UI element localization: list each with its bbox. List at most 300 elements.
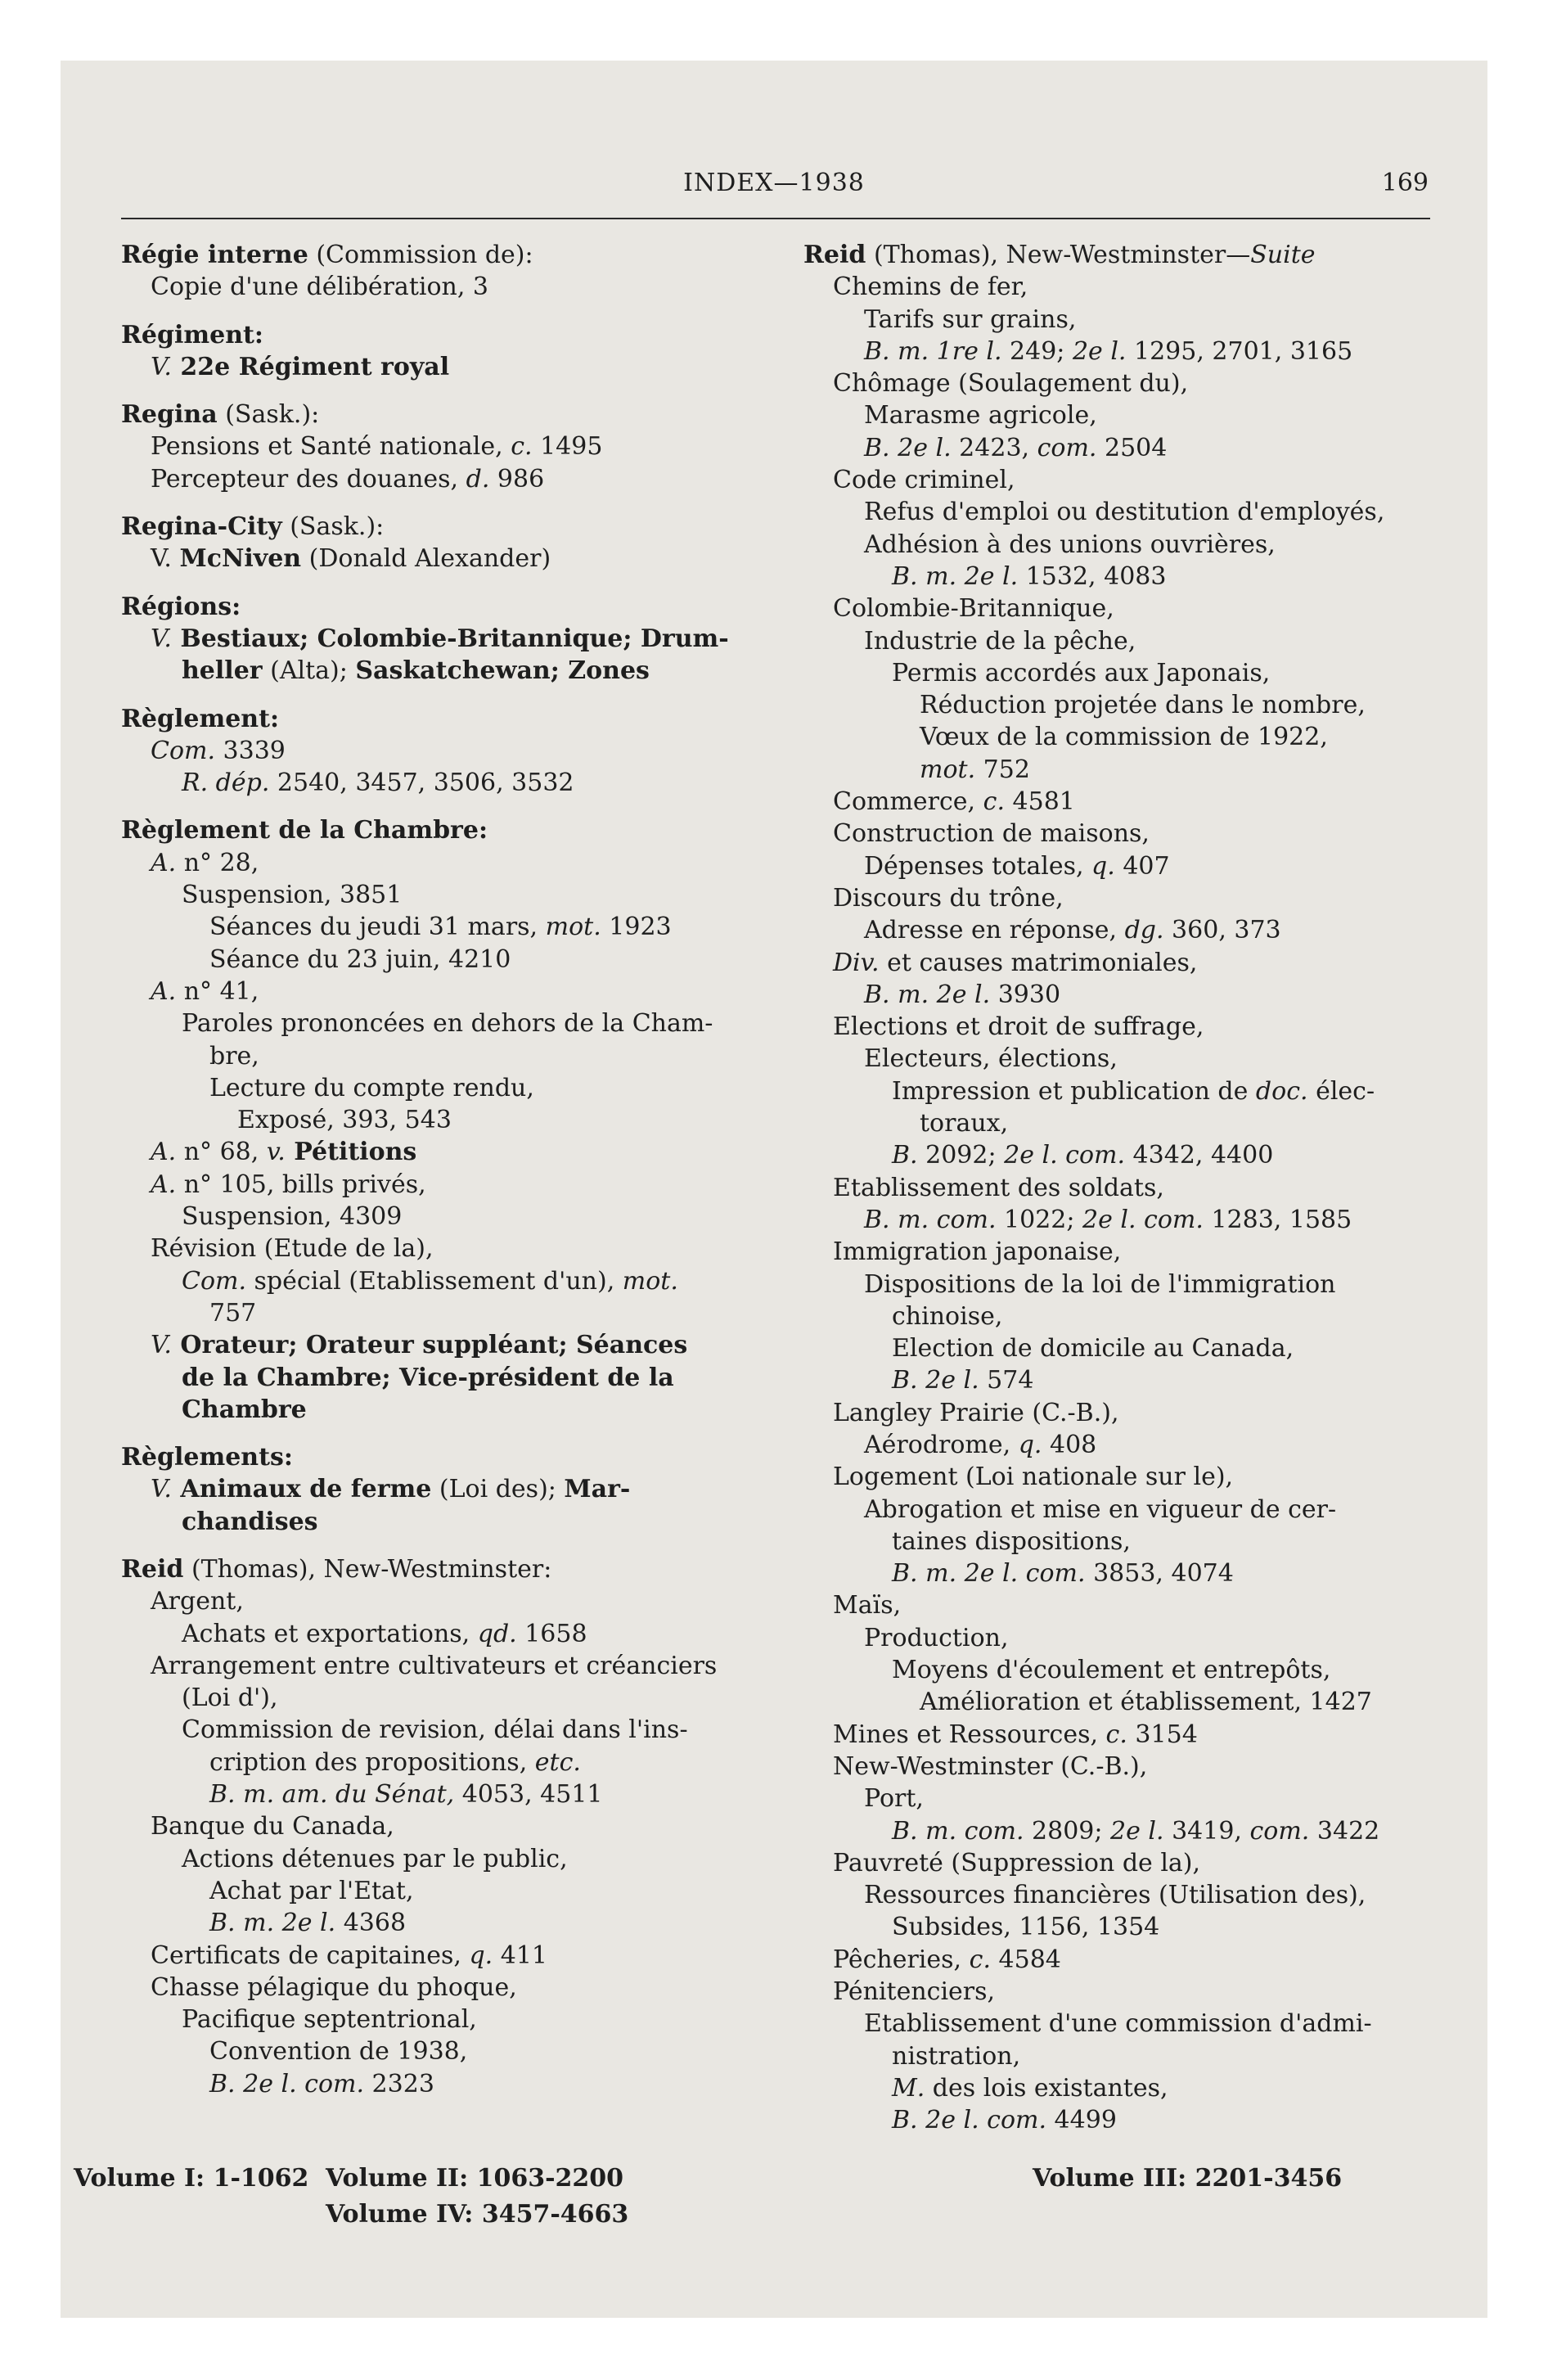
- entry-text: Election de domicile au Canada,: [892, 1334, 1294, 1364]
- index-subentry: [803, 593, 1458, 624]
- entry-text: Actions détenues par le public,: [182, 1844, 568, 1873]
- bold-term: de la Chambre; Vice-président de la: [182, 1363, 674, 1392]
- entry-text: Langley Prairie (C.-B.),: [833, 1398, 1119, 1427]
- index-subentry: [803, 367, 1458, 399]
- index-subentry: [803, 1204, 1458, 1236]
- index-subentry: [803, 561, 1458, 593]
- italic-abbrev: qd.: [477, 1619, 517, 1648]
- bold-term: Regina-City: [121, 512, 282, 542]
- index-subentry: [803, 1847, 1458, 1879]
- index-subentry: [121, 1072, 808, 1104]
- index-subentry: [803, 1494, 1458, 1526]
- index-subentry: [803, 271, 1458, 303]
- index-subentry: [121, 1907, 808, 1939]
- italic-abbrev: mot.: [920, 755, 976, 784]
- italic-abbrev: c.: [1105, 1720, 1127, 1749]
- italic-abbrev: B. m. 2e l.: [209, 1909, 336, 1938]
- bold-term: Chambre: [182, 1395, 307, 1424]
- index-subentry: [803, 2072, 1458, 2104]
- index-subentry: [121, 2004, 808, 2035]
- index-subentry: [121, 911, 808, 943]
- entry-text: chinoise,: [892, 1301, 1003, 1331]
- entry-text: 1658: [516, 1619, 587, 1648]
- entry-text: 3154: [1127, 1720, 1198, 1749]
- entry-text: des lois existantes,: [925, 2073, 1168, 2103]
- index-subentry: [803, 1686, 1458, 1718]
- entry-text: Industrie de la pêche,: [864, 626, 1136, 656]
- index-subentry: [121, 944, 808, 976]
- italic-abbrev: B. m. com.: [892, 1816, 1024, 1846]
- index-subentry: [803, 1557, 1458, 1589]
- entry-text: Impression et publication de: [892, 1076, 1256, 1106]
- index-subentry: [803, 1011, 1458, 1043]
- index-subentry: [121, 767, 808, 799]
- index-subentry: [803, 689, 1458, 721]
- entry-text: Arrangement entre cultivateurs et créanciers: [151, 1651, 718, 1680]
- bold-term: Animaux de ferme: [171, 1475, 432, 1504]
- entry-text: Argent,: [151, 1587, 244, 1616]
- italic-abbrev: doc.: [1255, 1076, 1308, 1106]
- index-subentry: [121, 1506, 808, 1538]
- entry-text: Certificats de capitaines,: [151, 1941, 470, 1970]
- entry-text: Pénitenciers,: [833, 1977, 996, 2007]
- entry-text: 360, 373: [1163, 916, 1281, 945]
- entry-text: Etablissement des soldats,: [833, 1173, 1164, 1202]
- entry-text: Séances du jeudi 31 mars,: [209, 913, 546, 942]
- entry-text: Pêcheries,: [833, 1945, 970, 1974]
- index-subentry: [121, 879, 808, 911]
- index-subentry: [803, 1911, 1458, 1943]
- entry-text: Subsides, 1156, 1354: [892, 1913, 1160, 1942]
- entry-text: 3339: [215, 736, 286, 765]
- entry-text: 408: [1042, 1430, 1097, 1459]
- index-subentry: [803, 529, 1458, 561]
- italic-abbrev: Com.: [182, 1266, 246, 1296]
- entry-text: Vœux de la commission de 1922,: [920, 723, 1328, 752]
- index-subentry: [121, 271, 808, 303]
- index-subentry: [121, 1747, 808, 1778]
- entry-text: 2540, 3457, 3506, 3532: [269, 769, 574, 798]
- italic-abbrev: B. m. 1re l.: [864, 336, 1002, 366]
- index-subentry: [121, 1843, 808, 1875]
- entry-text: Pauvreté (Suppression de la),: [833, 1848, 1201, 1877]
- index-subentry: [121, 976, 808, 1007]
- italic-abbrev: B. 2e l. com.: [209, 2069, 365, 2098]
- index-subentry: [803, 1172, 1458, 1204]
- entry-text: Elections et droit de suffrage,: [833, 1012, 1204, 1042]
- bold-term: Regina: [121, 400, 218, 430]
- entry-text: Lecture du compte rendu,: [209, 1073, 534, 1102]
- entry-text: Refus d'emploi ou destitution d'employés,: [864, 498, 1385, 527]
- entry-text: Achats et exportations,: [182, 1619, 478, 1648]
- index-subentry: [121, 1362, 808, 1394]
- index-subentry: [803, 1300, 1458, 1332]
- index-subentry: [803, 721, 1458, 753]
- index-subentry: [803, 432, 1458, 464]
- index-subentry: [803, 657, 1458, 689]
- italic-abbrev: com.: [1249, 1816, 1310, 1846]
- index-heading: [121, 319, 808, 351]
- italic-abbrev: V.: [151, 1475, 172, 1504]
- index-subentry: [803, 1526, 1458, 1557]
- entry-text: Suspension, 4309: [182, 1202, 403, 1232]
- entry-text: Pacifique septentrional,: [182, 2005, 477, 2035]
- index-subentry: [803, 496, 1458, 528]
- entry-text: New-Westminster (C.-B.),: [833, 1751, 1148, 1781]
- entry-text: spécial (Etablissement d'un),: [246, 1266, 623, 1296]
- italic-abbrev: A.: [151, 1138, 177, 1167]
- index-subentry: [803, 1879, 1458, 1911]
- entry-text: Tarifs sur grains,: [864, 304, 1077, 334]
- index-heading: [121, 511, 808, 543]
- italic-abbrev: A.: [151, 848, 177, 877]
- entry-text: (Thomas), New-Westminster:: [183, 1554, 552, 1584]
- entry-text: (Sask.):: [281, 512, 385, 542]
- index-subentry: [121, 1007, 808, 1039]
- entry-text: Commission de revision, délai dans l'ins-: [182, 1715, 688, 1745]
- entry-text: Marasme agricole,: [864, 401, 1097, 430]
- italic-abbrev: q.: [1018, 1430, 1042, 1459]
- index-subentry: [121, 430, 808, 462]
- index-subentry: [121, 1972, 808, 2004]
- index-subentry: [121, 1618, 808, 1650]
- index-heading: [121, 239, 808, 271]
- entry-text: Port,: [864, 1784, 924, 1814]
- italic-abbrev: B. m. 2e l.: [864, 980, 991, 1009]
- entry-text: Code criminel,: [833, 466, 1015, 495]
- index-column-left: [121, 239, 808, 2100]
- entry-text: Convention de 1938,: [209, 2037, 468, 2067]
- entry-text: Copie d'une délibération, 3: [151, 273, 489, 302]
- index-column-right: [803, 239, 1458, 2137]
- entry-text: Maïs,: [833, 1591, 902, 1620]
- index-subentry: [121, 1585, 808, 1617]
- entry-text: Commerce,: [833, 787, 983, 817]
- index-subentry: [121, 1297, 808, 1329]
- index-heading: [121, 703, 808, 735]
- entry-text: 1923: [601, 913, 672, 942]
- index-subentry: [803, 1364, 1458, 1396]
- bold-term: Régiment:: [121, 320, 263, 349]
- index-subentry: [803, 1783, 1458, 1814]
- entry-text: Banque du Canada,: [151, 1812, 394, 1841]
- index-subentry: [121, 1714, 808, 1746]
- index-subentry: [803, 304, 1458, 336]
- entry-text: Pensions et Santé nationale,: [151, 432, 511, 462]
- entry-text: Exposé, 393, 543: [237, 1106, 452, 1135]
- index-subentry: [803, 2104, 1458, 2136]
- italic-abbrev: 2e l. com.: [1004, 1141, 1126, 1170]
- entry-text: 4584: [990, 1945, 1061, 1974]
- italic-abbrev: B. 2e l.: [892, 1366, 979, 1395]
- entry-text: Chemins de fer,: [833, 273, 1028, 302]
- entry-text: (Alta);: [262, 656, 356, 686]
- index-subentry: [803, 1751, 1458, 1783]
- entry-text: 1283, 1585: [1203, 1205, 1352, 1234]
- entry-gap: [121, 495, 808, 511]
- entry-gap: [121, 799, 808, 814]
- bold-term: Mar-: [564, 1475, 631, 1504]
- entry-text: 4368: [335, 1909, 407, 1938]
- italic-abbrev: dg.: [1124, 916, 1164, 945]
- index-subentry: [803, 1719, 1458, 1751]
- entry-text: Colombie-Britannique,: [833, 594, 1114, 624]
- entry-text: 574: [979, 1366, 1034, 1395]
- italic-abbrev: Suite: [1250, 241, 1316, 269]
- index-subentry: [803, 914, 1458, 946]
- entry-text: 1495: [532, 432, 603, 462]
- entry-text: taines dispositions,: [892, 1526, 1131, 1556]
- bold-term: Bestiaux; Colombie-Britannique; Drum-: [171, 624, 729, 653]
- index-subentry: [121, 1810, 808, 1842]
- footer-volume-1: Volume I: 1-1062: [74, 2164, 309, 2193]
- italic-abbrev: com.: [1037, 433, 1097, 462]
- index-subentry: [121, 1682, 808, 1714]
- entry-gap: [121, 1426, 808, 1441]
- entry-text: (Commission de):: [308, 241, 533, 269]
- index-subentry: [803, 1815, 1458, 1847]
- index-subentry: [803, 1075, 1458, 1107]
- entry-text: 3422: [1309, 1816, 1380, 1846]
- index-subentry: [803, 336, 1458, 367]
- entry-text: 2504: [1096, 433, 1168, 462]
- running-header-title: INDEX—1938: [683, 169, 865, 197]
- entry-text: 3853, 4074: [1085, 1559, 1234, 1589]
- index-subentry: [803, 850, 1458, 882]
- entry-text: et causes matrimoniales,: [879, 948, 1198, 977]
- italic-abbrev: c.: [983, 787, 1005, 817]
- index-subentry: [803, 1622, 1458, 1654]
- italic-abbrev: mot.: [622, 1266, 678, 1296]
- italic-abbrev: 2e l.: [1072, 336, 1127, 366]
- italic-abbrev: V.: [151, 1331, 172, 1360]
- index-subentry: [121, 2068, 808, 2100]
- entry-text: 2323: [364, 2069, 434, 2098]
- entry-text: Construction de maisons,: [833, 819, 1150, 849]
- entry-text: 3930: [990, 980, 1061, 1009]
- entry-gap: [121, 1538, 808, 1553]
- entry-text: Percepteur des douanes,: [151, 464, 466, 494]
- bold-term: Reid: [121, 1554, 184, 1584]
- bold-term: Régions:: [121, 592, 241, 621]
- entry-text: 249;: [1001, 336, 1073, 366]
- index-subentry: [121, 351, 808, 383]
- entry-gap: [121, 383, 808, 399]
- index-subentry: [803, 1397, 1458, 1429]
- bold-term: heller: [182, 656, 263, 686]
- italic-abbrev: Com.: [151, 736, 215, 765]
- index-subentry: [803, 1269, 1458, 1300]
- italic-abbrev: c.: [969, 1945, 991, 1974]
- bold-term: Saskatchewan; Zones: [355, 656, 650, 686]
- italic-abbrev: B. 2e l.: [864, 433, 952, 462]
- index-subentry: [121, 1329, 808, 1361]
- entry-text: Adhésion à des unions ouvrières,: [864, 530, 1276, 559]
- entry-text: 757: [209, 1298, 257, 1327]
- italic-abbrev: A.: [151, 976, 177, 1006]
- entry-text: Révision (Etude de la),: [151, 1234, 434, 1264]
- italic-abbrev: B.: [892, 1141, 918, 1170]
- entry-text: V.: [151, 544, 180, 574]
- index-subentry: [121, 655, 808, 687]
- index-subentry: [121, 847, 808, 879]
- italic-abbrev: q.: [469, 1941, 493, 1970]
- entry-text: n° 28,: [176, 848, 259, 877]
- entry-text: Réduction projetée dans le nombre,: [920, 691, 1366, 720]
- index-subentry: [803, 464, 1458, 496]
- index-subentry: [121, 1778, 808, 1810]
- entry-text: Achat par l'Etat,: [209, 1876, 414, 1905]
- entry-text: 407: [1114, 851, 1170, 881]
- bold-term: Reid: [803, 241, 866, 269]
- italic-abbrev: R. dép.: [182, 769, 270, 798]
- italic-abbrev: B. m. com.: [864, 1205, 997, 1234]
- entry-text: 4499: [1046, 2106, 1117, 2135]
- index-heading: [803, 239, 1458, 271]
- index-subentry: [803, 625, 1458, 657]
- bold-term: Règlement de la Chambre:: [121, 816, 488, 845]
- entry-text: 1022;: [996, 1205, 1083, 1234]
- entry-text: Adresse en réponse,: [864, 916, 1125, 945]
- entry-text: Dépenses totales,: [864, 851, 1092, 881]
- italic-abbrev: B. m. 2e l. com.: [892, 1559, 1086, 1589]
- entry-text: 4581: [1004, 787, 1075, 817]
- italic-abbrev: B. m. 2e l.: [892, 561, 1019, 591]
- italic-abbrev: 2e l. com.: [1082, 1205, 1204, 1234]
- index-subentry: [121, 623, 808, 655]
- index-subentry: [803, 1976, 1458, 2008]
- index-subentry: [121, 1650, 808, 1682]
- entry-text: 1532, 4083: [1018, 561, 1167, 591]
- italic-abbrev: B. m. am. du Sénat,: [209, 1780, 455, 1810]
- italic-abbrev: A.: [151, 1170, 177, 1199]
- footer-volume-3: Volume III: 2201-3456: [1033, 2164, 1343, 2193]
- entry-text: cription des propositions,: [209, 1747, 535, 1777]
- index-subentry: [121, 735, 808, 767]
- italic-abbrev: d.: [466, 464, 490, 494]
- italic-abbrev: etc.: [534, 1747, 581, 1777]
- italic-abbrev: Div.: [833, 948, 880, 977]
- entry-text: Production,: [864, 1623, 1009, 1652]
- entry-text: Aérodrome,: [864, 1430, 1019, 1459]
- bold-term: Règlement:: [121, 704, 280, 733]
- index-subentry: [121, 1473, 808, 1505]
- index-subentry: [121, 1201, 808, 1233]
- entry-text: 2423,: [951, 433, 1037, 462]
- index-subentry: [803, 786, 1458, 818]
- entry-text: Immigration japonaise,: [833, 1237, 1122, 1267]
- entry-text: (Sask.):: [217, 400, 320, 430]
- entry-text: Paroles prononcées en dehors de la Cham-: [182, 1009, 713, 1039]
- italic-abbrev: V.: [151, 352, 172, 381]
- index-subentry: [121, 1940, 808, 1972]
- entry-text: Logement (Loi nationale sur le),: [833, 1463, 1234, 1492]
- index-subentry: [121, 1875, 808, 1907]
- index-subentry: [803, 1332, 1458, 1364]
- bold-term: McNiven: [179, 544, 302, 574]
- entry-text: Ressources financières (Utilisation des),: [864, 1881, 1366, 1910]
- index-subentry: [803, 2008, 1458, 2040]
- entry-text: 2809;: [1024, 1816, 1111, 1846]
- entry-text: 2092;: [917, 1141, 1005, 1170]
- footer-volume-2: Volume II: 1063-2200: [326, 2164, 624, 2193]
- index-subentry: [121, 1104, 808, 1136]
- italic-abbrev: 2e l.: [1110, 1816, 1164, 1846]
- entry-text: 752: [975, 755, 1030, 784]
- index-subentry: [803, 818, 1458, 850]
- index-subentry: [803, 399, 1458, 431]
- italic-abbrev: v.: [266, 1138, 286, 1167]
- bold-term: Régie interne: [121, 241, 308, 269]
- entry-text: Mines et Ressources,: [833, 1720, 1106, 1749]
- index-subentry: [803, 882, 1458, 914]
- header-rule: [121, 218, 1430, 219]
- index-subentry: [121, 543, 808, 575]
- index-subentry: [803, 1654, 1458, 1686]
- entry-text: Abrogation et mise en vigueur de cer-: [864, 1494, 1337, 1524]
- entry-text: n° 105, bills privés,: [176, 1170, 426, 1199]
- entry-gap: [121, 687, 808, 703]
- entry-text: élec-: [1307, 1076, 1375, 1106]
- index-subentry: [121, 1040, 808, 1072]
- index-subentry: [803, 1429, 1458, 1461]
- index-subentry: [803, 979, 1458, 1011]
- entry-text: n° 68,: [176, 1138, 267, 1167]
- index-subentry: [803, 1236, 1458, 1268]
- index-subentry: [121, 1265, 808, 1297]
- bold-term: Orateur; Orateur suppléant; Séances: [171, 1331, 688, 1360]
- bold-term: Règlements:: [121, 1443, 293, 1472]
- index-subentry: [803, 1107, 1458, 1139]
- index-subentry: [121, 463, 808, 495]
- entry-text: Chasse pélagique du phoque,: [151, 1972, 517, 2002]
- index-subentry: [121, 1233, 808, 1264]
- entry-text: Dispositions de la loi de l'immigration: [864, 1269, 1336, 1299]
- entry-text: 4342, 4400: [1125, 1141, 1274, 1170]
- entry-text: (Loi d'),: [182, 1684, 278, 1713]
- entry-gap: [121, 575, 808, 591]
- entry-text: toraux,: [920, 1109, 1009, 1138]
- bold-term: 22e Régiment royal: [171, 352, 450, 381]
- entry-gap: [121, 304, 808, 319]
- entry-text: n° 41,: [176, 976, 259, 1006]
- entry-text: 3419,: [1163, 1816, 1250, 1846]
- index-heading: [121, 1441, 808, 1473]
- bold-term: chandises: [182, 1507, 318, 1536]
- footer-volume-4: Volume IV: 3457-4663: [326, 2200, 629, 2229]
- entry-text: Permis accordés aux Japonais,: [892, 658, 1271, 687]
- entry-text: 1295, 2701, 3165: [1126, 336, 1353, 366]
- entry-text: 986: [489, 464, 545, 494]
- index-subentry: [121, 2035, 808, 2067]
- entry-text: bre,: [209, 1041, 259, 1071]
- index-subentry: [803, 1043, 1458, 1075]
- italic-abbrev: M.: [892, 2073, 925, 2103]
- entry-text: Discours du trône,: [833, 883, 1064, 913]
- index-subentry: [803, 2040, 1458, 2072]
- index-subentry: [121, 1169, 808, 1201]
- entry-text: (Donald Alexander): [301, 544, 551, 574]
- italic-abbrev: q.: [1091, 851, 1115, 881]
- index-subentry: [803, 1944, 1458, 1976]
- entry-text: Suspension, 3851: [182, 881, 403, 910]
- entry-text: Chômage (Soulagement du),: [833, 369, 1189, 399]
- italic-abbrev: B. 2e l. com.: [892, 2106, 1047, 2135]
- index-subentry: [803, 1139, 1458, 1171]
- index-subentry: [121, 1136, 808, 1168]
- entry-text: (Loi des);: [431, 1475, 565, 1504]
- index-heading: [121, 1553, 808, 1585]
